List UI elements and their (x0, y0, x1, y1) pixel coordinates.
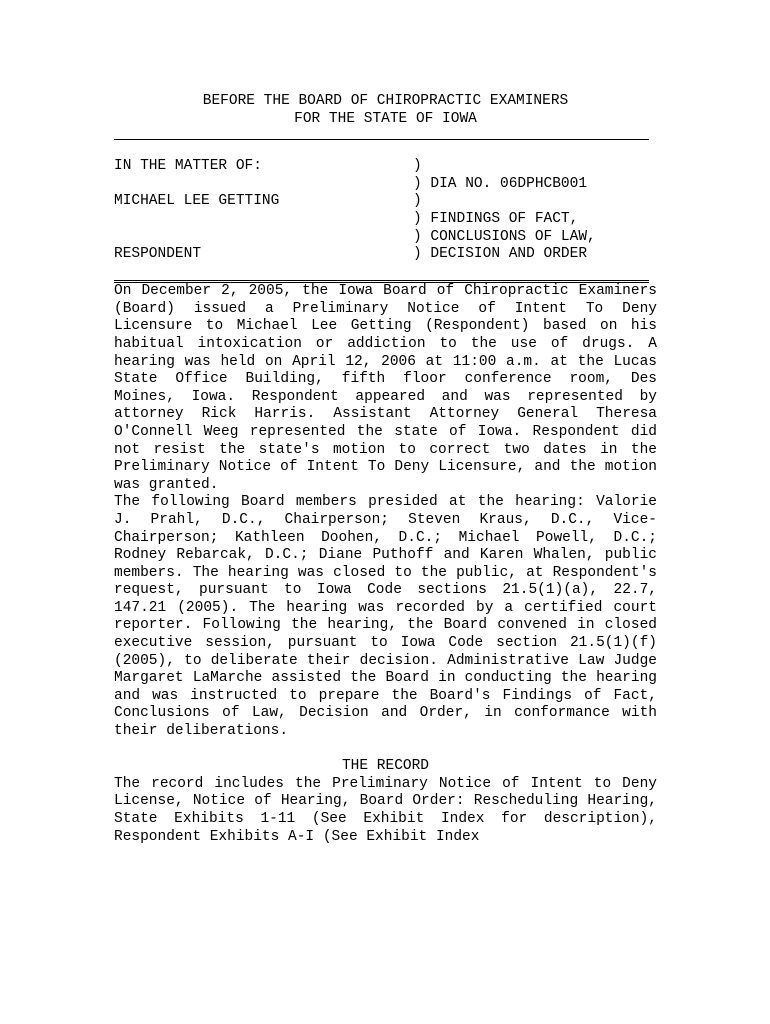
caption-right-line: ) FINDINGS OF FACT, (413, 210, 579, 227)
caption-right-line: ) (413, 158, 422, 175)
header-line-1: BEFORE THE BOARD OF CHIROPRACTIC EXAMINERS (202, 93, 569, 109)
paragraph-record: The record includes the Preliminary Notice of Intent to Deny License, Notice of Hearing, Board Order: Rescheduling Hearing, State Exhibits 1-11 (See Exhibit Index for description), Respondent Exhibits A-I (See Exhibit Index (114, 775, 657, 845)
document-header (114, 93, 657, 128)
caption-left-line: MICHAEL LEE GETTING (114, 193, 280, 210)
header-line-2: FOR THE STATE OF IOWA (294, 110, 477, 127)
paragraph-procedural-history: On December 2, 2005, the Iowa Board of Chiropractic Examiners (Board) issued a Preliminary Notice of Intent To Deny Licensure to Michael Lee Getting (Respondent) based on his habitual intoxication or addiction to the use of drugs. A hearing was held on April 12, 2006 at 11:00 a.m. at the Lucas State Office Building, fifth floor conference room, Des Moines, Iowa. Respondent appeared and was represented by attorney Rick Harris. Assistant Attorney General Theresa O'Connell Weeg represented the state of Iowa. Respondent did not resist the state's motion to correct two dates in the Preliminary Notice of Intent To Deny Licensure, and the motion was granted. (114, 283, 657, 493)
case-caption (114, 158, 657, 276)
caption-right-line: ) CONCLUSIONS OF LAW, (413, 228, 596, 245)
caption-left-line (114, 229, 279, 247)
caption-right-line: ) (413, 193, 422, 210)
caption-right-line: ) DECISION AND ORDER (413, 246, 588, 263)
caption-left-line: IN THE MATTER OF: (114, 158, 262, 175)
document-page (114, 93, 657, 846)
caption-left-line (114, 176, 279, 194)
paragraph-board-members: The following Board members presided at the hearing: Valorie J. Prahl, D.C., Chairperson; Steven Kraus, D.C., Vice-Chairperson; Kathleen Doohen, D.C.; Michael Powell, D.C.; Rodney Rebarcak, D.C.; Diane Puthoff and Karen Whalen, public members. The hearing was closed to the public, at Respondent's request, pursuant to Iowa Code sections 21.5(1)(a), 22.7, 147.21 (2005). The hearing was recorded by a certified court reporter. Following the hearing, the Board convened in closed executive session, pursuant to Iowa Code section 21.5(1)(f)(2005), to deliberate their decision. Administrative Law Judge Margaret LaMarche assisted the Board in conducting the hearing and was instructed to prepare the Board's Findings of Fact, Conclusions of Law, Decision and Order, in conformance with their deliberations. (114, 494, 657, 740)
caption-left-line: RESPONDENT (114, 246, 202, 263)
caption-case-info (413, 158, 596, 264)
caption-left-line (114, 211, 279, 229)
caption-parties (114, 158, 279, 264)
section-title-record: THE RECORD (341, 758, 429, 775)
header-divider (114, 139, 649, 140)
caption-right-line: ) DIA NO. 06DPHCB001 (413, 175, 588, 192)
